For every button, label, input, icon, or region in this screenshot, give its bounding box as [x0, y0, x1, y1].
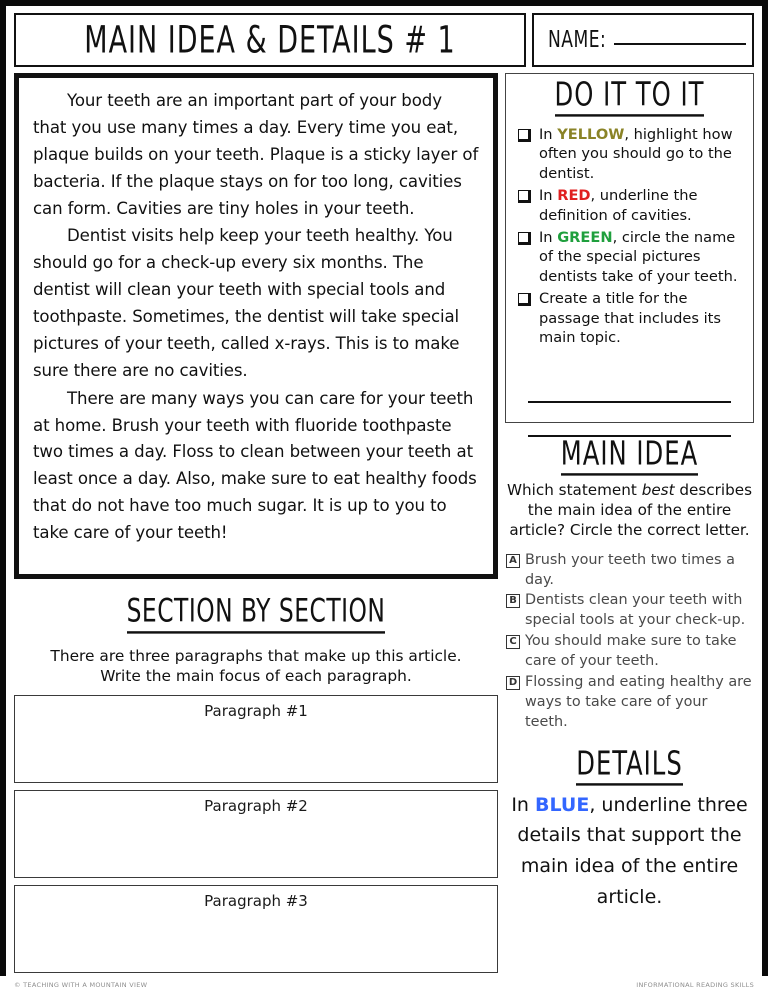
page-title: MAIN IDEA & DETAILS # 1 [84, 18, 456, 62]
worksheet-sheet [6, 6, 762, 982]
section-by-section-instructions [18, 646, 494, 687]
details-section [505, 744, 754, 913]
checkbox-icon[interactable] [518, 190, 531, 203]
passage-paragraph-3: There are many ways you can care for your teeth at home. Brush your teeth with fluoride toothpaste two times a day. Floss to clean between your teeth at least once a day. Also, make sure to eat healthy foods that do not have too much sugar. It is up to you to take care of your teeth! [33, 388, 477, 542]
paragraph-box-label-2: Paragraph #2 [204, 796, 308, 815]
name-field-box[interactable] [532, 13, 754, 67]
checklist-item[interactable] [516, 228, 743, 286]
checkbox-icon[interactable] [518, 129, 531, 142]
section-by-section-header [14, 579, 498, 644]
choice-a[interactable] [505, 551, 754, 591]
prompt-pre-text: Which statement [507, 481, 642, 499]
choice-letter-b[interactable]: B [506, 594, 520, 608]
checklist-pre-text: In [539, 229, 558, 247]
checklist-pre-text: In [539, 187, 558, 205]
prompt-emphasis: best [641, 481, 675, 499]
details-title: DETAILS [576, 745, 683, 785]
main-idea-choices [505, 551, 754, 733]
main-idea-section [505, 435, 754, 733]
checklist-item-text [539, 228, 743, 286]
choice-letter-a[interactable]: A [506, 554, 520, 568]
do-it-to-it-header [514, 76, 745, 115]
checklist-post-text: , highlight how often you should go to the dentist. [539, 126, 733, 182]
keyword-red: RED [557, 187, 591, 205]
checklist-item[interactable] [516, 186, 743, 225]
details-instructions [505, 790, 754, 913]
title-write-line-2[interactable] [528, 403, 731, 437]
choice-text-c: You should make sure to take care of your teeth. [525, 633, 737, 670]
checklist-post-text: Create a title for the passage that includes its main topic. [539, 290, 722, 347]
do-it-to-it-box [505, 73, 754, 423]
choice-c[interactable] [505, 632, 754, 672]
header [14, 13, 754, 67]
details-header [505, 744, 754, 783]
right-column [505, 73, 754, 980]
checkbox-icon[interactable] [518, 293, 531, 306]
paragraph-answer-box-2[interactable] [14, 790, 498, 878]
worksheet-title-box [14, 13, 526, 67]
footer-series-label: INFORMATIONAL READING SKILLS [636, 981, 754, 989]
checklist-post-text: , circle the name of the special pictures dentists take of your teeth. [539, 229, 738, 285]
do-it-to-it-title: DO IT TO IT [555, 76, 705, 116]
keyword-blue: BLUE [535, 793, 590, 816]
choice-letter-d[interactable]: D [506, 676, 520, 690]
passage-paragraph-1: Your teeth are an important part of your body that you use many times a day. Every time you eat, plaque builds on your teeth. Plaque is a sticky layer of bacteria. If the plaque stays on for too long, cavities can form. Cavities are tiny holes in your teeth. [33, 91, 479, 218]
checklist-item[interactable] [516, 289, 743, 347]
keyword-yellow: YELLOW [557, 126, 625, 143]
footer-copyright: © TEACHING WITH A MOUNTAIN VIEW [14, 981, 148, 989]
passage-paragraph-2: Dentist visits help keep your teeth healthy. You should go for a check-up every six months. The dentist will clean your teeth with special tools and toothpaste. Sometimes, the dentist will take special pictures of your teeth, called x-rays. This is to make sure there are no cavities. [33, 226, 460, 380]
choice-b[interactable] [505, 591, 754, 631]
left-column [14, 73, 498, 980]
checklist-item-text [539, 289, 743, 347]
name-label: NAME: [548, 26, 607, 54]
do-it-to-it-checklist [514, 125, 745, 347]
footer [0, 976, 768, 994]
name-input-line[interactable] [614, 33, 746, 45]
paragraph-answer-box-1[interactable] [14, 695, 498, 783]
checklist-pre-text: In [539, 126, 558, 143]
instructions-line-2: Write the main focus of each paragraph. [100, 667, 412, 686]
checklist-item[interactable] [516, 125, 743, 183]
passage-box [14, 73, 498, 579]
paragraph-box-label-3: Paragraph #3 [204, 891, 308, 910]
section-by-section-title: SECTION BY SECTION [127, 593, 386, 633]
main-idea-prompt [507, 480, 752, 541]
main-idea-header [505, 435, 754, 474]
checkbox-icon[interactable] [518, 232, 531, 245]
checklist-item-text [539, 186, 743, 225]
title-write-line-1[interactable] [528, 369, 731, 403]
details-post-text: , underline three details that support the main idea of the entire article. [517, 793, 748, 908]
choice-text-a: Brush your teeth two times a day. [525, 551, 735, 588]
paragraph-answer-box-3[interactable] [14, 885, 498, 973]
details-pre-text: In [511, 793, 536, 816]
choice-text-d: Flossing and eating healthy are ways to take care of your teeth. [525, 673, 752, 730]
choice-text-b: Dentists clean your teeth with special tools at your check-up. [525, 592, 746, 629]
instructions-line-1: There are three paragraphs that make up this article. [50, 647, 462, 665]
main-idea-title: MAIN IDEA [561, 435, 698, 475]
body [14, 73, 754, 980]
paragraph-box-label-1: Paragraph #1 [204, 701, 308, 720]
checklist-post-text: , underline the definition of cavities. [539, 187, 698, 224]
choice-letter-c[interactable]: C [506, 635, 520, 649]
checklist-item-text [539, 125, 743, 183]
prompt-post-text: describes the main idea of the entire article? Circle the correct letter. [509, 481, 752, 540]
choice-d[interactable] [505, 673, 754, 733]
keyword-green: GREEN [557, 229, 613, 247]
